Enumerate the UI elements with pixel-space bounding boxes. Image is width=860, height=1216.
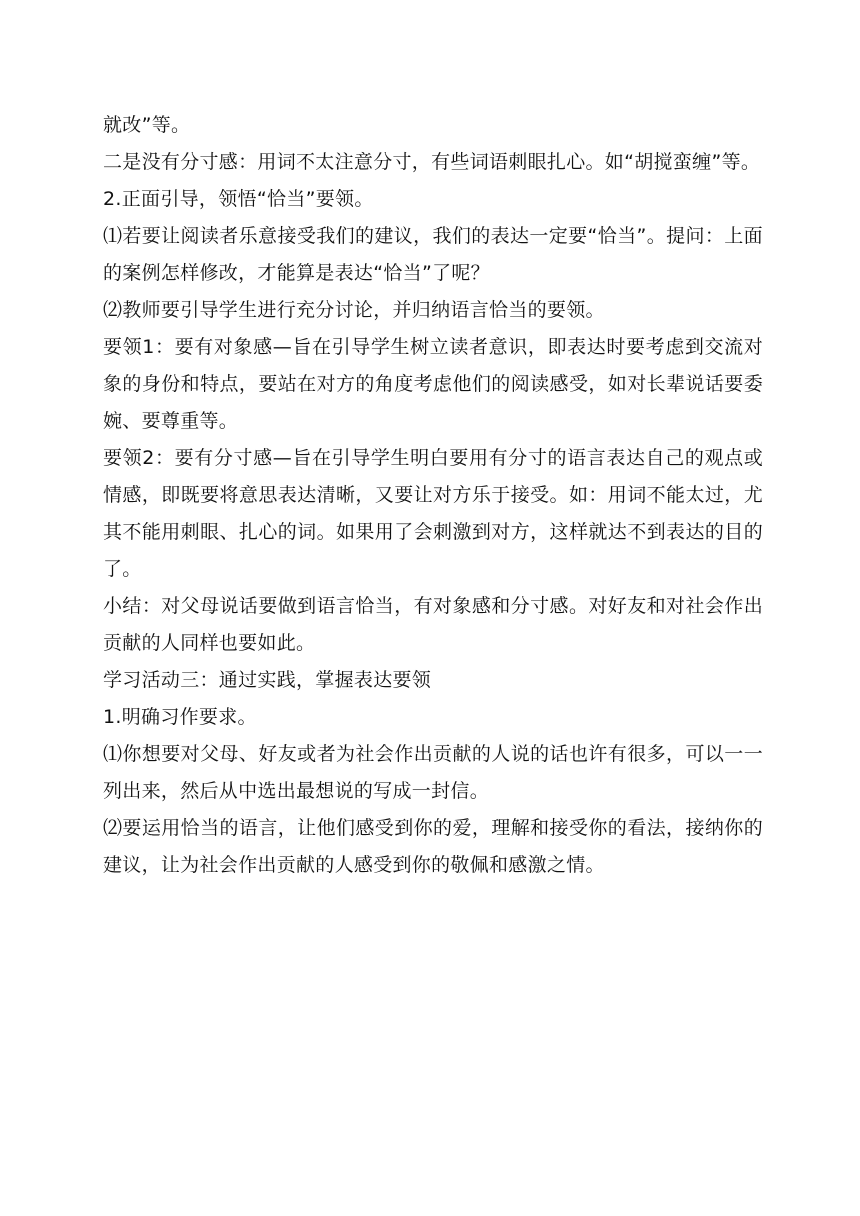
paragraph-key-point-1: 要领1：要有对象感—旨在引导学生树立读者意识，即表达时要考虑到交流对象的身份和特点，要站在对方的角度考虑他们的阅读感受，如对长辈说话要委婉、要尊重等。 bbox=[103, 336, 763, 432]
paragraph-requirement-heading: 1.明确习作要求。 bbox=[103, 706, 257, 728]
paragraph-discussion: ⑵教师要引导学生进行充分讨论，并归纳语言恰当的要领。 bbox=[103, 299, 605, 321]
document-body bbox=[103, 107, 763, 884]
paragraph-activity-3-heading: 学习活动三：通过实践，掌握表达要领 bbox=[103, 669, 432, 691]
paragraph-summary: 小结：对父母说话要做到语言恰当，有对象感和分寸感。对好友和对社会作出贡献的人同样也要如此。 bbox=[103, 595, 763, 654]
paragraph-continuation: 就改”等。 bbox=[103, 114, 191, 136]
paragraph-step-2-heading: 2.正面引导，领悟“恰当”要领。 bbox=[103, 188, 374, 210]
paragraph-second-problem: 二是没有分寸感：用词不太注意分寸，有些词语刺眼扎心。如“胡搅蛮缠”等。 bbox=[103, 151, 761, 173]
paragraph-question: ⑴若要让阅读者乐意接受我们的建议，我们的表达一定要“恰当”。提问：上面的案例怎样修改，才能算是表达“恰当”了呢？ bbox=[103, 225, 763, 284]
paragraph-requirement-2: ⑵要运用恰当的语言，让他们感受到你的爱，理解和接受你的看法，接纳你的建议，让为社会作出贡献的人感受到你的敬佩和感激之情。 bbox=[103, 817, 763, 876]
paragraph-requirement-1: ⑴你想要对父母、好友或者为社会作出贡献的人说的话也许有很多，可以一一列出来，然后从中选出最想说的写成一封信。 bbox=[103, 743, 763, 802]
paragraph-key-point-2: 要领2：要有分寸感—旨在引导学生明白要用有分寸的语言表达自己的观点或情感，即既要将意思表达清晰，又要让对方乐于接受。如：用词不能太过，尤其不能用刺眼、扎心的词。如果用了会刺激到对方，这样就达不到表达的目的了。 bbox=[103, 447, 763, 580]
